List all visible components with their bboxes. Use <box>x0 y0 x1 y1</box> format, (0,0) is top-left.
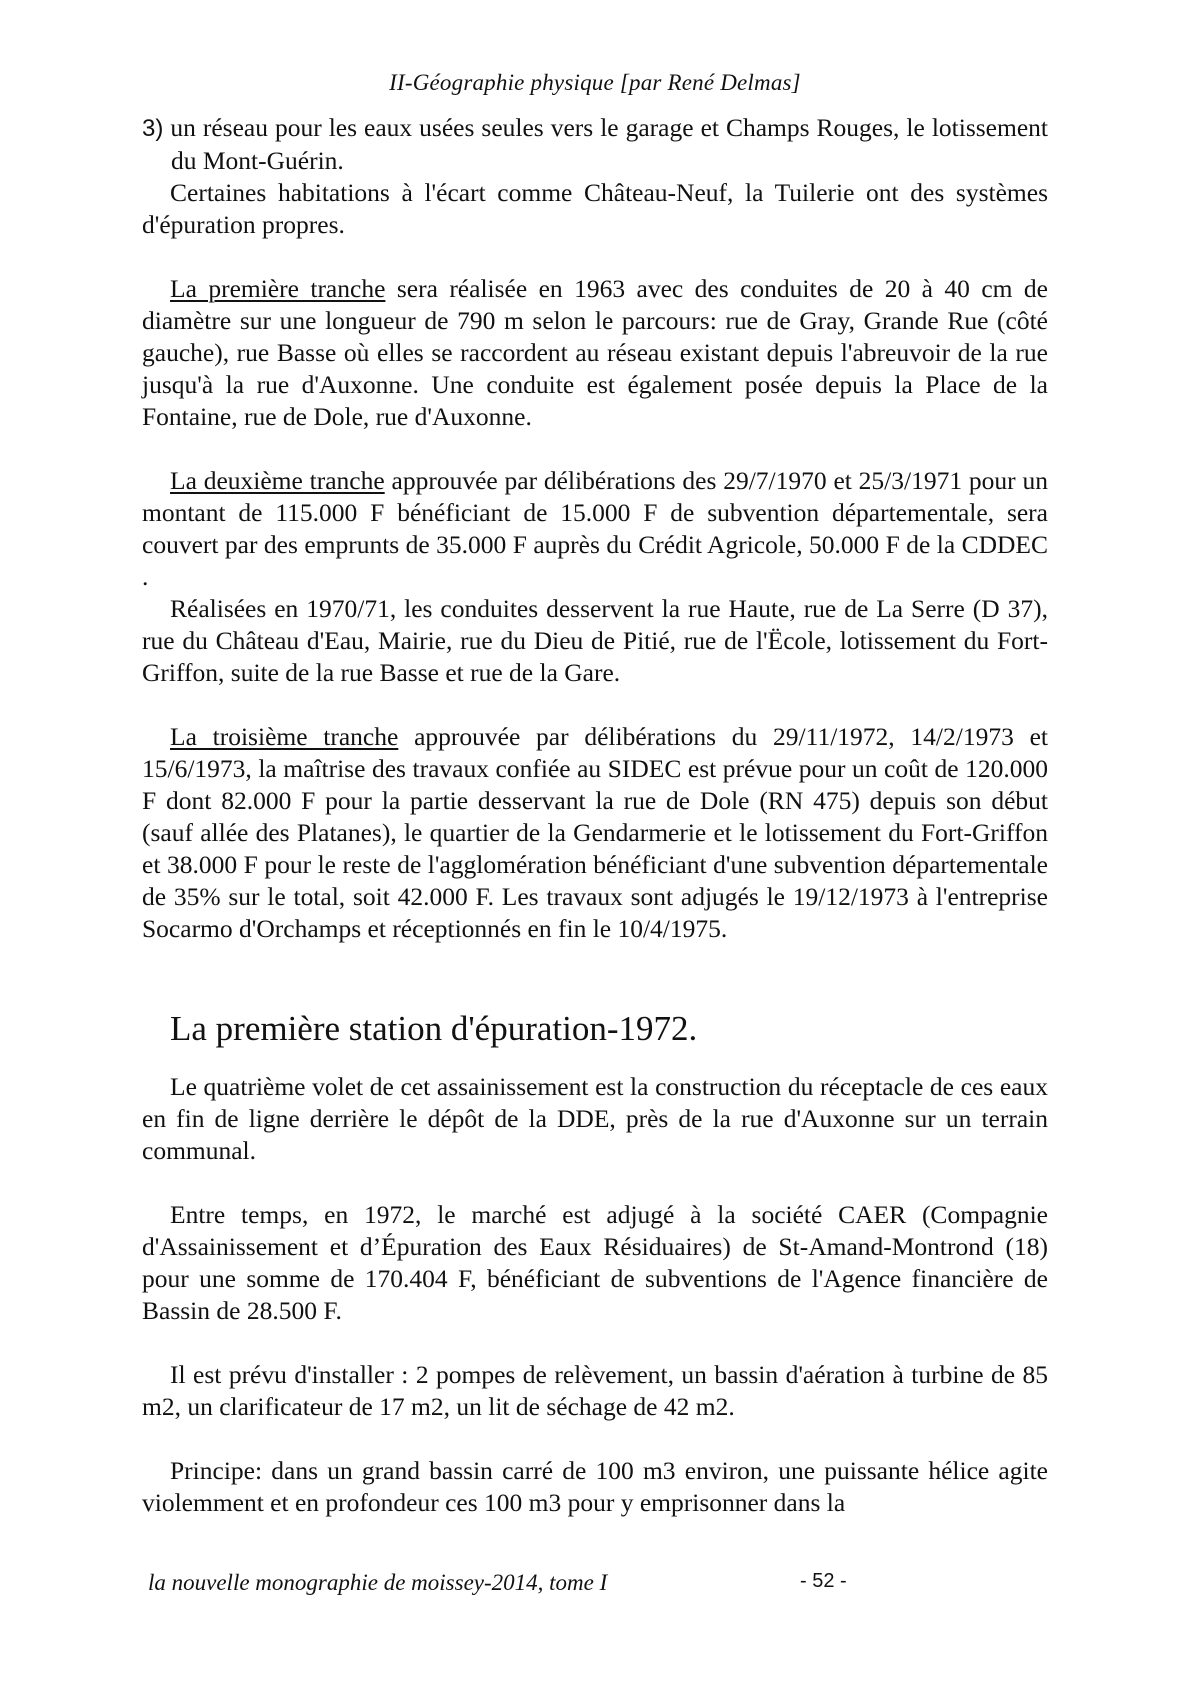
tranche-1-text: sera réalisée en 1963 avec des conduites de 20 à 40 cm de diamètre sur une longueur de 790 m selon le parcours: rue de Gray, Grande Rue (côté gauche), rue Basse où elles se raccordent au réseau existant depuis l'abreuvoir de la rue jusqu'à la rue d'Auxonne. Une conduite est également posée depuis la Place de la Fontaine, rue de Dole, rue d'Auxonne. <box>142 274 1048 431</box>
list-item-3 <box>142 112 1048 177</box>
footer-book-title: la nouvelle monographie de moissey-2014, tome I <box>148 1570 608 1595</box>
tranche-1-label: La première tranche <box>170 274 386 303</box>
paragraph-prevu: Il est prévu d'installer : 2 pompes de relèvement, un bassin d'aération à turbine de 85 m2, un clarificateur de 17 m2, un lit de séchage de 42 m2. <box>142 1360 1048 1421</box>
paragraph-gap <box>142 433 1048 465</box>
tranche-2-text: approuvée par délibérations des 29/7/1970 et 25/3/1971 pour un montant de 115.000 F bénéficiant de 15.000 F de subvention départementale, sera couvert par des emprunts de 35.000 F auprès du Crédit Agricole, 50.000 F de la CDDEC . <box>142 466 1048 591</box>
tranche-3-label: La troisième tranche <box>170 722 399 751</box>
section-title: La première station d'épuration-1972. <box>170 1009 698 1048</box>
paragraph-ecart: Certaines habitations à l'écart comme Château-Neuf, la Tuilerie ont des systèmes d'épuration propres. <box>142 178 1048 239</box>
tranche-2-label: La deuxième tranche <box>170 466 385 495</box>
section-gap <box>142 945 1048 1007</box>
paragraph-entre-temps: Entre temps, en 1972, le marché est adjugé à la société CAER (Compagnie d'Assainissement et d’Épuration des Eaux Résiduaires) de St-Amand-Montrond (18) pour une somme de 170.404 F, bénéficiant de subventions de l'Agence financière de Bassin de 28.500 F. <box>142 1200 1048 1325</box>
paragraph-gap <box>142 1167 1048 1199</box>
paragraph-tranche-3 <box>142 721 1048 945</box>
paragraph-gap <box>142 689 1048 721</box>
paragraph-tranche-1 <box>142 273 1048 433</box>
list-item-number: 3) <box>142 115 164 142</box>
running-header: II-Géographie physique [par René Delmas] <box>389 70 801 95</box>
paragraph-quatrieme: Le quatrième volet de cet assainissement est la construction du réceptacle de ces eaux en fin de ligne derrière le dépôt de la DDE, près de la rue d'Auxonne sur un terrain communal. <box>142 1072 1048 1165</box>
paragraph-gap <box>142 1423 1048 1455</box>
paragraph-gap <box>142 241 1048 273</box>
paragraph-gap <box>142 1327 1048 1359</box>
section-gap <box>142 1051 1048 1071</box>
paragraph-tranche-2-realisees: Réalisées en 1970/71, les conduites desservent la rue Haute, rue de La Serre (D 37), rue du Château d'Eau, Mairie, rue du Dieu de Pitié, rue de l'Ëcole, lotissement du Fort-Griffon, suite de la rue Basse et rue de la Gare. <box>142 594 1048 687</box>
page-number: - 52 - <box>800 1570 847 1592</box>
paragraph-principe: Principe: dans un grand bassin carré de 100 m3 environ, une puissante hélice agite violemment et en profondeur ces 100 m3 pour y emprisonner dans la <box>142 1456 1048 1517</box>
page-body <box>142 112 1048 1519</box>
page-footer <box>148 1570 1048 1596</box>
list-item-text: un réseau pour les eaux usées seules vers le garage et Champs Rouges, le lotissement du Mont-Guérin. <box>163 113 1048 175</box>
paragraph-tranche-2 <box>142 465 1048 593</box>
tranche-3-text: approuvée par délibérations du 29/11/1972, 14/2/1973 et 15/6/1973, la maîtrise des travaux confiée au SIDEC est prévue pour un coût de 120.000 F dont 82.000 F pour la partie desservant la rue de Dole (RN 475) depuis son début (sauf allée des Platanes), le quartier de la Gendarmerie et le lotissement du Fort-Griffon et 38.000 F pour le reste de l'agglomération bénéficiant d'une subvention départementale de 35% sur le total, soit 42.000 F. Les travaux sont adjugés le 19/12/1973 à l'entreprise Socarmo d'Orchamps et réceptionnés en fin le 10/4/1975. <box>142 722 1048 943</box>
